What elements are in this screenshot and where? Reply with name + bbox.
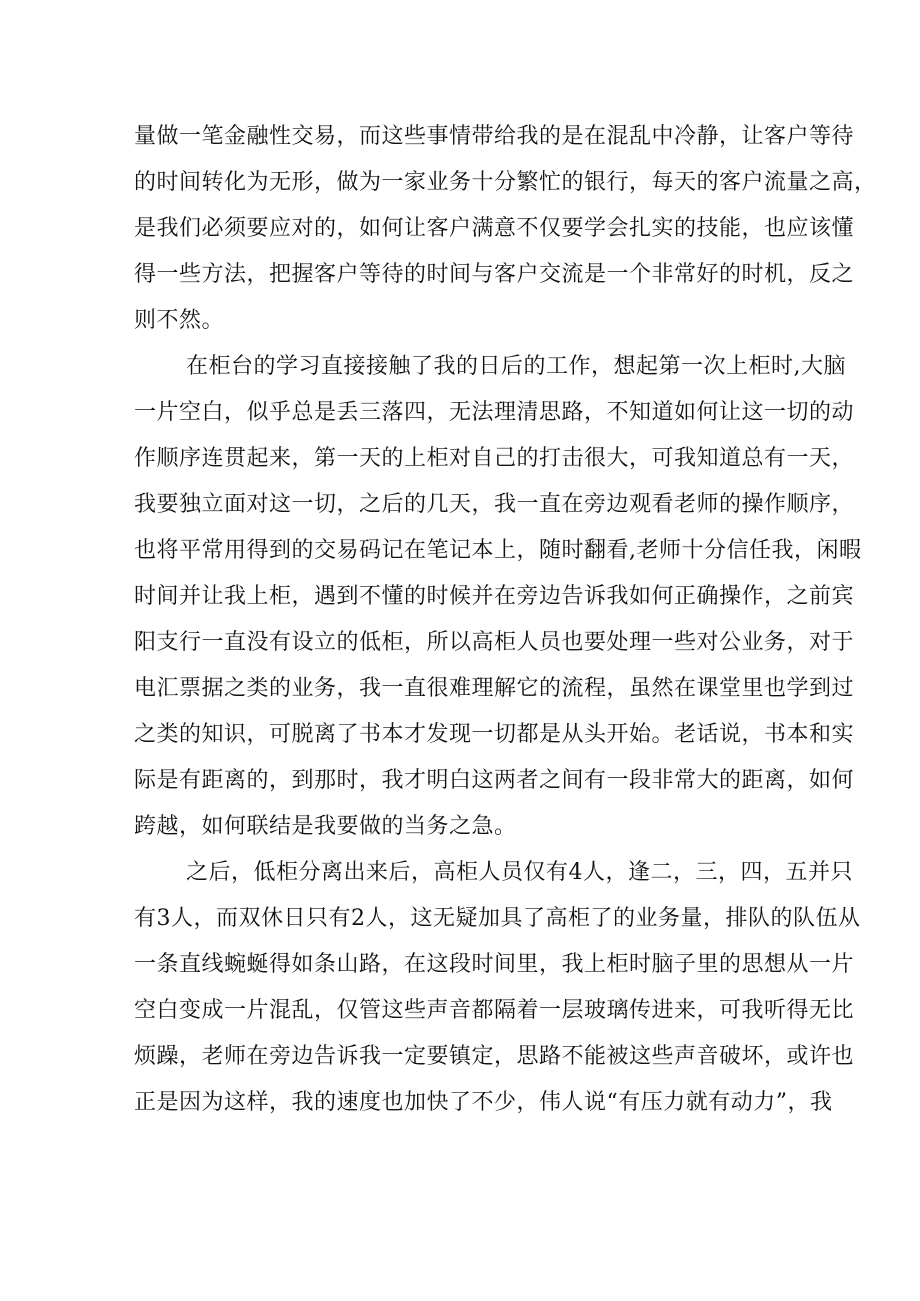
paragraph-2: [134, 344, 862, 850]
text-line: 在柜台的学习直接接触了我的日后的工作，想起第一次上柜时,大脑: [186, 354, 846, 379]
text-line: 跨越，如何联结是我要做的当务之急。: [134, 814, 517, 839]
text-line: 一条直线蜿蜒得如条山路，在这段时间里，我上柜时脑子里的思想从一片: [134, 952, 855, 977]
text-line: 时间并让我上柜，遇到不懂的时候并在旁边告诉我如何正确操作，之前宾: [134, 584, 855, 609]
text-line: 作顺序连贯起来，第一天的上柜对自己的打击很大，可我知道总有一天，: [134, 446, 855, 471]
text-line: 则不然。: [134, 308, 225, 333]
text-line: 的时间转化为无形，做为一家业务十分繁忙的银行，每天的客户流量之高，: [134, 170, 877, 195]
text-line: 烦躁，老师在旁边告诉我一定要镇定，思路不能被这些声音破坏，或许也: [134, 1044, 855, 1069]
text-line: 之类的知识，可脱离了书本才发现一切都是从头开始。老话说，书本和实: [134, 722, 855, 747]
text-line: 量做一笔金融性交易，而这些事情带给我的是在混乱中冷静，让客户等待: [134, 124, 855, 149]
text-line: 正是因为这样，我的速度也加快了不少，伟人说“有压力就有动力”，我: [134, 1090, 833, 1115]
text-line: 空白变成一片混乱，仅管这些声音都隔着一层玻璃传进来，可我听得无比: [134, 998, 855, 1023]
text-line: 际是有距离的，到那时，我才明白这两者之间有一段非常大的距离，如何: [134, 768, 855, 793]
paragraph-1: [134, 114, 877, 344]
text-line: 有3人，而双休日只有2人，这无疑加具了高柜了的业务量，排队的队伍从: [134, 906, 861, 931]
text-line: 一片空白，似乎总是丢三落四，无法理清思路，不知道如何让这一切的动: [134, 400, 855, 425]
text-line: 电汇票据之类的业务，我一直很难理解它的流程，虽然在课堂里也学到过: [134, 676, 855, 701]
paragraph-3: [134, 850, 861, 1126]
text-line: 得一些方法，把握客户等待的时间与客户交流是一个非常好的时机，反之: [134, 262, 855, 287]
text-line: 也将平常用得到的交易码记在笔记本上，随时翻看,老师十分信任我，闲暇: [134, 538, 862, 563]
text-line: 之后，低柜分离出来后，高柜人员仅有4人，逢二，三，四，五并只: [186, 860, 853, 885]
text-line: 我要独立面对这一切，之后的几天，我一直在旁边观看老师的操作顺序，: [134, 492, 855, 517]
text-line: 是我们必须要应对的，如何让客户满意不仅要学会扎实的技能，也应该懂: [134, 216, 855, 241]
body-text: [134, 114, 877, 1126]
text-line: 阳支行一直没有设立的低柜，所以高柜人员也要处理一些对公业务，对于: [134, 630, 855, 655]
